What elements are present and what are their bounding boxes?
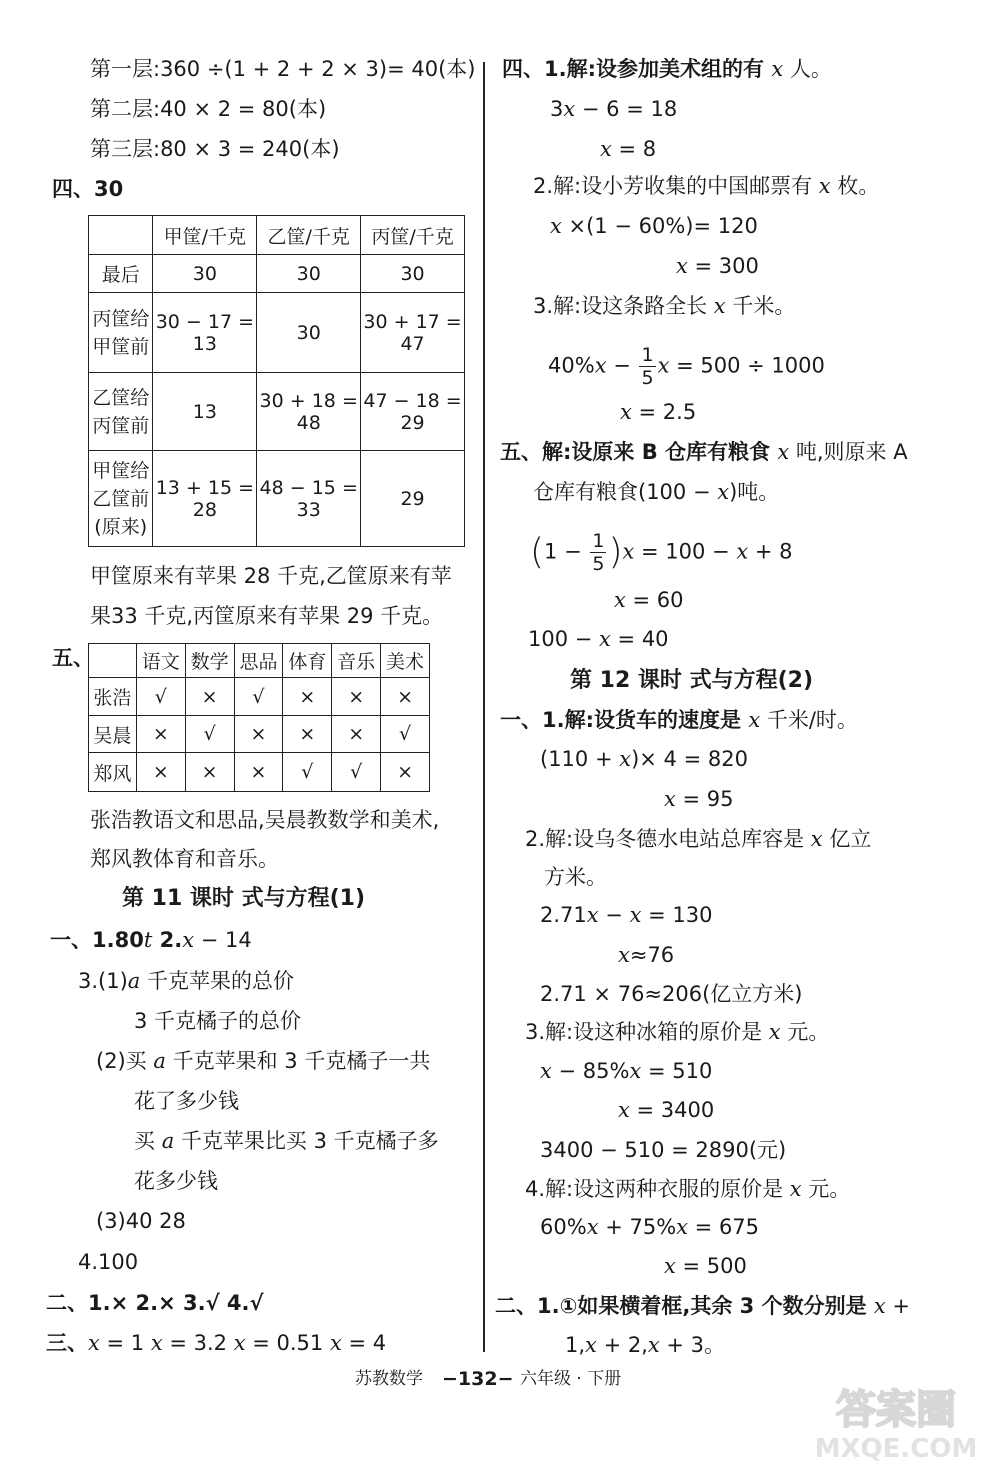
watermark-cn: 答案圈 xyxy=(836,1387,956,1433)
right-line-21: x≈76 xyxy=(618,943,675,967)
column-divider xyxy=(483,62,485,1352)
basket-header-3: 丙筐/千克 xyxy=(361,216,465,255)
left-line-16: 花多少钱 xyxy=(134,1169,218,1193)
fraction: $\frac{1}{5}$ xyxy=(641,344,654,389)
right-line-9: x = 2.5 xyxy=(620,400,697,424)
right-line-10: 五、解:设原来 B 仓库有粮食 x 吨,则原来 A xyxy=(500,440,908,464)
right-line-28: 60%x + 75%x = 675 xyxy=(540,1215,760,1239)
basket-cell: 48 − 15 = 33 xyxy=(257,451,361,547)
basket-cell: 30 − 17 = 13 xyxy=(153,293,257,373)
right-line-12: (1 − $\frac{1}{5}$ )x = 100 − x + 8 xyxy=(530,530,793,575)
right-line-15: 一、1.解:设货车的速度是 x 千米/时。 xyxy=(500,708,858,732)
right-line-1: 四、1.解:设参加美术组的有 x 人。 xyxy=(502,57,832,81)
right-line-18: 2.解:设乌冬德水电站总库容是 x 亿立 xyxy=(525,827,872,851)
right-line-22: 2.71 × 76≈206(亿立方米) xyxy=(540,982,803,1006)
basket-cell: 30 xyxy=(361,255,465,293)
right-line-30: 二、1.①如果横着框,其余 3 个数分别是 x + xyxy=(495,1294,911,1318)
left-line-8: 张浩教语文和思品,吴晨教数学和美术, xyxy=(90,808,440,832)
left-line-1: 第一层:360 ÷(1 + 2 + 2 × 3)= 40(本) xyxy=(90,57,476,81)
right-line-29: x = 500 xyxy=(664,1254,747,1278)
right-line-8: 40%x − $\frac{1}{5}$ x = 500 ÷ 1000 xyxy=(548,344,825,389)
basket-cell: 乙筐给 丙筐前 xyxy=(89,373,153,451)
right-line-31: 1,x + 2,x + 3。 xyxy=(565,1333,726,1357)
left-line-6: 果33 千克,丙筐原来有苹果 29 千克。 xyxy=(90,604,444,628)
left-line-9: 郑风教体育和音乐。 xyxy=(90,847,279,871)
basket-cell: 30 xyxy=(153,255,257,293)
teacher-table: 语文 数学 思品 体育 音乐 美术 张浩 √ × √ × × × 吴晨 × √ × × × √ 郑风 × × × √ √ × xyxy=(88,643,430,792)
right-line-20: 2.71x − x = 130 xyxy=(540,903,713,927)
right-line-4: 2.解:设小芳收集的中国邮票有 x 枚。 xyxy=(533,174,880,198)
basket-cell: 30 + 18 = 48 xyxy=(257,373,361,451)
basket-header-0 xyxy=(89,216,153,255)
basket-cell: 29 xyxy=(361,451,465,547)
right-line-3: x = 8 xyxy=(600,137,657,161)
fraction: $\frac{1}{5}$ xyxy=(592,530,605,575)
right-line-5: x ×(1 − 60%)= 120 xyxy=(550,214,758,238)
right-line-27: 4.解:设这两种衣服的原价是 x 元。 xyxy=(525,1177,851,1201)
basket-cell: 13 xyxy=(153,373,257,451)
left-line-10: 一、1.80t 2.x − 14 xyxy=(50,928,252,952)
basket-cell: 最后 xyxy=(89,255,153,293)
left-line-11: 3.(1)a 千克苹果的总价 xyxy=(78,969,295,993)
footer-book-title: 苏教数学 xyxy=(355,1369,423,1389)
watermark-url: MXQE.COM xyxy=(814,1434,978,1464)
basket-cell: 甲筐给 乙筐前 (原来) xyxy=(89,451,153,547)
right-line-23: 3.解:设这种冰箱的原价是 x 元。 xyxy=(525,1020,830,1044)
right-line-19: 方米。 xyxy=(544,865,607,889)
left-line-18: 4.100 xyxy=(78,1250,139,1274)
right-line-6: x = 300 xyxy=(676,254,759,278)
watermark-logo xyxy=(806,1375,986,1465)
left-line-14: 花了多少钱 xyxy=(134,1089,239,1113)
left-line-12: 3 千克橘子的总价 xyxy=(134,1009,302,1033)
basket-header-2: 乙筐/千克 xyxy=(257,216,361,255)
basket-cell: 丙筐给 甲筐前 xyxy=(89,293,153,373)
right-line-16: (110 + x)× 4 = 820 xyxy=(540,747,748,771)
section-title-11: 第 11 课时 式与方程(1) xyxy=(122,886,366,911)
basket-table xyxy=(88,215,465,547)
left-line-7: 五、 xyxy=(52,646,94,670)
right-line-24: x − 85%x = 510 xyxy=(540,1059,713,1083)
basket-cell: 30 xyxy=(257,255,361,293)
left-line-4: 四、30 xyxy=(52,177,124,201)
footer-grade: 六年级 · 下册 xyxy=(520,1369,622,1389)
basket-cell: 30 xyxy=(257,293,361,373)
basket-cell: 30 + 17 = 47 xyxy=(361,293,465,373)
basket-cell: 47 − 18 = 29 xyxy=(361,373,465,451)
right-line-7: 3.解:设这条路全长 x 千米。 xyxy=(533,294,796,318)
right-line-26: 3400 − 510 = 2890(元) xyxy=(540,1138,787,1162)
left-line-15: 买 a 千克苹果比买 3 千克橘子多 xyxy=(134,1129,439,1153)
left-line-2: 第二层:40 × 2 = 80(本) xyxy=(90,97,327,121)
right-line-11: 仓库有粮食(100 − x)吨。 xyxy=(533,480,780,504)
left-line-3: 第三层:80 × 3 = 240(本) xyxy=(90,137,340,161)
footer-page-number: −132− xyxy=(442,1368,514,1390)
basket-header-1: 甲筐/千克 xyxy=(153,216,257,255)
right-line-17: x = 95 xyxy=(664,787,734,811)
right-line-13: x = 60 xyxy=(614,588,684,612)
right-line-2: 3x − 6 = 18 xyxy=(550,97,678,121)
section-title-12: 第 12 课时 式与方程(2) xyxy=(570,668,814,693)
right-line-14: 100 − x = 40 xyxy=(528,627,669,651)
left-line-20: 三、x = 1 x = 3.2 x = 0.51 x = 4 xyxy=(46,1331,387,1355)
right-line-25: x = 3400 xyxy=(618,1098,715,1122)
left-line-19: 二、1.× 2.× 3.√ 4.√ xyxy=(46,1291,264,1315)
left-line-13: (2)买 a 千克苹果和 3 千克橘子一共 xyxy=(96,1049,431,1073)
watermark-graphic xyxy=(806,1375,986,1465)
left-line-17: (3)40 28 xyxy=(96,1209,186,1233)
left-line-5: 甲筐原来有苹果 28 千克,乙筐原来有苹 xyxy=(90,564,452,588)
basket-cell: 13 + 15 = 28 xyxy=(153,451,257,547)
